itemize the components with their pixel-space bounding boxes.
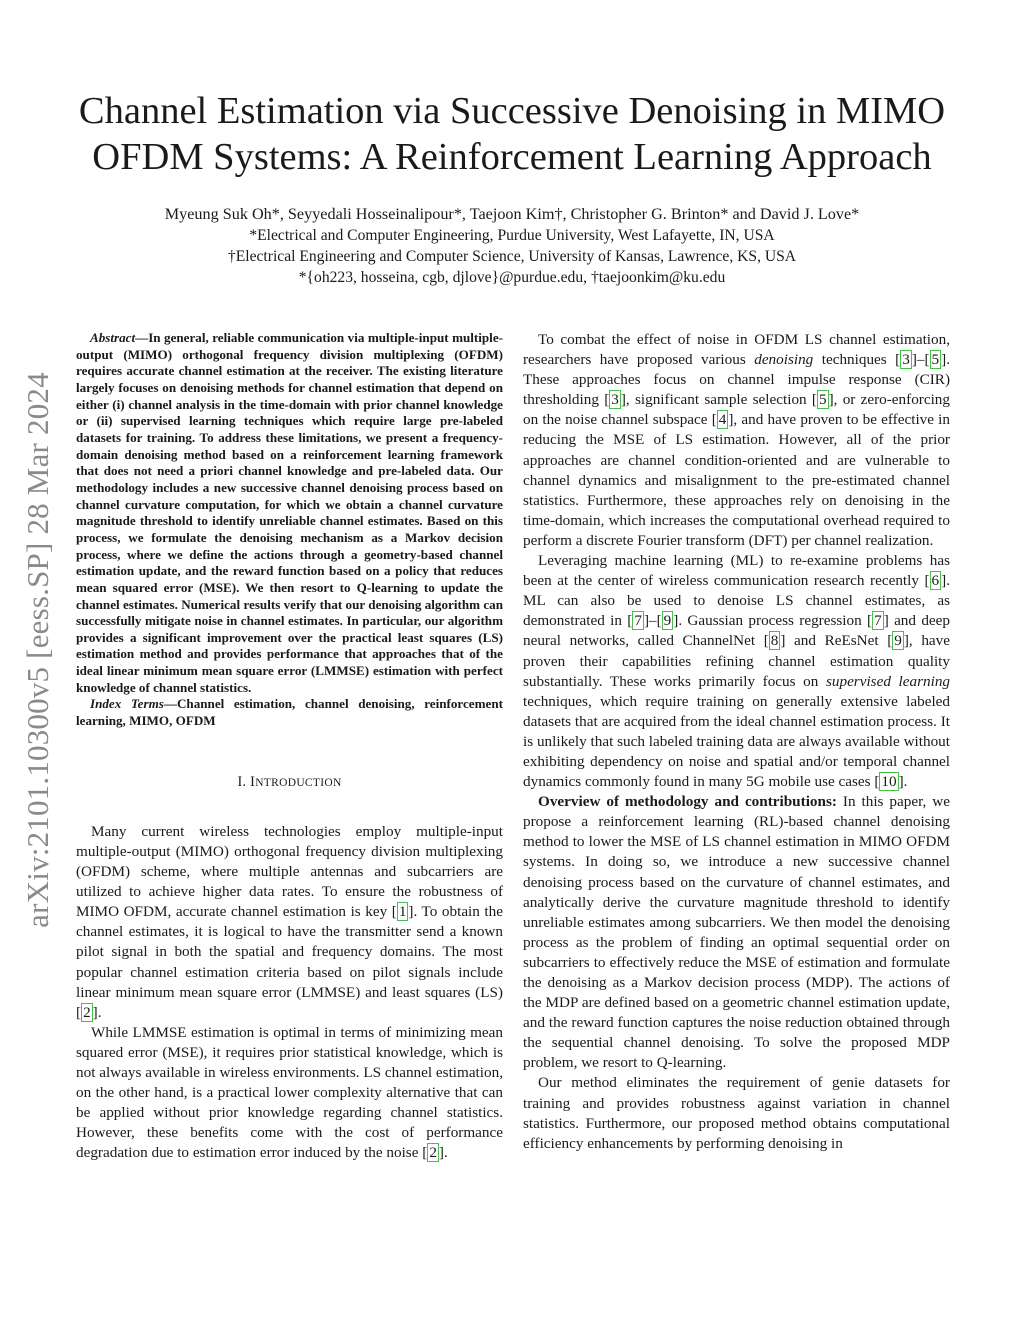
contributions-paragraph — [523, 792, 950, 1073]
citation-number[interactable]: 9 — [894, 632, 902, 650]
author-block — [60, 203, 964, 288]
emphasis-denoising: denoising — [754, 351, 814, 369]
citation-link[interactable]: [ 10 ] — [874, 773, 904, 791]
text-run: . ML can also be used to denoise LS channel estimates, as demonstrated in — [523, 572, 950, 630]
contributions-lead: Overview of methodology and contributions: — [538, 793, 837, 811]
text-run: Our method eliminates the requirement of genie datasets for training and provides robustness against variation in channel statistics. Furthermore, our proposed method obtains computational efficiency enhancements by performing denoising in — [523, 1074, 950, 1152]
abstract-text: —In general, reliable communication via multiple-input multiple-output (MIMO) orthogonal frequency division multiplexing (OFDM) requires accurate channel estimation at the receiver. The existing literature largely focuses on denoising methods for channel estimation that depend on either (i) channel analysis in the time-domain with prior channel knowledge or (ii) supervised learning techniques which require large pre-labeled datasets for training. To address these limitations, we present a frequency-domain denoising method based on a reinforcement learning framework that does not need a priori channel knowledge and pre-labeled data. Our methodology includes a new successive channel denoising process based on channel curvature computation, for which we obtain a channel curvature magnitude threshold to identify unreliable channel estimates. Based on this process, we formulate the denoising mechanism as a Markov decision process, where we define the actions through a geometry-based channel estimation update, and the reward function based on a policy that reduces mean squared error (MSE). We then resort to Q-learning to update the channel estimates. Numerical results verify that our denoising algorithm can successfully mitigate noise in channel estimates. In particular, our algorithm provides a significant improvement over the practical least squares (LS) estimation method and provides performance that approaches that of the ideal linear minimum mean square error (LMMSE) estimation with perfect knowledge of channel statistics. — [76, 330, 503, 695]
text-run: Leveraging machine learning (ML) to re-examine problems has been at the center of wireless communication research recently — [523, 552, 950, 590]
citation-number[interactable]: 6 — [931, 572, 940, 590]
text-run: While LMMSE estimation is optimal in terms of minimizing mean squared error (MSE), it requires prior statistical knowledge, which is not always available in wireless environments. LS channel estimation, on the other hand, is a practical lower complexity alternative that can be applied without prior knowledge regarding channel statistics. However, these benefits come with the cost of performance degradation due to estimation error induced by the noise — [76, 1023, 503, 1162]
citation-link[interactable]: [ 7 ] — [867, 612, 889, 630]
left-column — [76, 330, 503, 1163]
text-run: , have proven their capabilities refining channel estimation quality substantially. These works primarily focus on — [523, 632, 951, 690]
text-run: To combat the effect of noise in OFDM LS channel estimation, researchers have proposed various — [523, 331, 950, 369]
citation-link[interactable]: [ 6 ] — [924, 572, 947, 590]
author-list: Myeung Suk Oh*, Seyyedali Hosseinalipour*, Taejoon Kim†, Christopher G. Brinton* and David J. Love* — [164, 205, 860, 223]
text-run: , significant sample selection — [625, 391, 812, 409]
section-heading-introduction — [76, 772, 503, 793]
citation-link[interactable]: [ 4 ] — [711, 411, 734, 429]
text-run: . — [903, 773, 908, 791]
citation-number[interactable]: 2 — [429, 1144, 437, 1162]
citation-link[interactable]: [ 1 ] — [391, 903, 414, 921]
text-run: . Gaussian process regression — [678, 612, 868, 630]
citation-number[interactable]: 8 — [770, 632, 779, 650]
text-run: , or zero-enforcing on the noise channel subspace — [523, 391, 950, 429]
affiliation-purdue: *Electrical and Computer Engineering, Purdue University, West Lafayette, IN, USA — [249, 227, 775, 244]
text-run: techniques — [813, 351, 896, 369]
index-terms-label: Index Terms — [90, 696, 164, 712]
paper-title-line-2: OFDM Systems: A Reinforcement Learning Approach — [92, 136, 932, 178]
intro-paragraph-2 — [76, 1023, 503, 1164]
abstract — [76, 330, 503, 696]
index-terms-text: —Channel estimation, channel denoising, reinforcement learning, MIMO, OFDM — [76, 696, 503, 729]
citation-number[interactable]: 4 — [718, 411, 727, 429]
text-run: , and have proven to be effective in reducing the MSE of LS estimation. However, all of the prior approaches are channel condition-oriented and are vulnerable to channel dynamics and misalignment to the pre-estimated channel statistics. Furthermore, these approaches rely on denoising in the time-domain, which increases the computational overhead required to perform a discrete Fourier transform (DFT) per channel realization. — [523, 411, 950, 549]
citation-number[interactable]: 9 — [663, 612, 672, 630]
intro-paragraph-3 — [523, 330, 950, 551]
text-run: . — [443, 1144, 448, 1162]
text-run: . — [97, 1003, 102, 1021]
citation-link[interactable]: [ 3 ] — [895, 351, 917, 369]
section-initial: I — [250, 773, 256, 790]
citation-link[interactable]: [ 2 ] — [76, 1003, 98, 1021]
arxiv-identifier-stamp — [14, 345, 62, 955]
text-run: and ReEsNet — [785, 632, 888, 650]
arxiv-identifier-text: arXiv:2101.10300v5 [eess.SP] 28 Mar 2024 — [20, 372, 55, 928]
section-number: I. — [237, 773, 247, 790]
citation-link[interactable]: [ 8 ] — [763, 632, 786, 650]
citation-number[interactable]: 1 — [398, 903, 407, 921]
text-run: . To obtain the channel estimates, it is logical to have the transmitter send a known pilot signal in both the spatial and frequency domains. The most popular channel estimation criteria based on pilot signals include linear minimum mean square error (LMMSE) and least squares (LS) — [76, 903, 503, 1001]
citation-number[interactable]: 10 — [881, 773, 897, 791]
intro-paragraph-4 — [523, 551, 950, 792]
citation-link[interactable]: [ 7 ] — [627, 612, 649, 630]
index-terms — [76, 696, 503, 729]
citation-number[interactable]: 7 — [634, 612, 642, 630]
citation-link[interactable]: [ 5 ] — [924, 351, 947, 369]
emphasis-supervised-learning: supervised learning — [825, 672, 951, 690]
text-run: In this paper, we propose a reinforcement learning (RL)-based channel denoising method to lower the MSE of LS channel estimation in MIMO OFDM systems. In doing so, we introduce a new successive channel denoising process based on the curvature of channel estimates, and analytically derive the curvature magnitude threshold to identify unreliable estimates among subcarriers. We then model the denoising process as the problem of finding an optimal sequential order on subcarriers to effectively reduce the MSE of estimation and formulate the denoising as a Markov decision process (MDP). The actions of the MDP are defined based on a geometric channel estimation update, and the reward function captures the noise reduction obtained through the sequential channel denoising. To solve the proposed MDP problem, we resort to Q-learning. — [523, 793, 950, 1072]
citation-link[interactable]: [ 5 ] — [811, 391, 834, 409]
text-run: . These approaches focus on channel impulse response (CIR) thresholding — [523, 351, 950, 409]
author-emails: *{oh223, hosseina, cgb, djlove}@purdue.edu, †taejoonkim@ku.edu — [298, 268, 726, 286]
affiliation-kansas: †Electrical Engineering and Computer Science, University of Kansas, Lawrence, KS, USA — [227, 247, 797, 265]
text-run: – — [649, 612, 657, 630]
citation-number[interactable]: 5 — [818, 391, 827, 409]
citation-link[interactable]: [ 3 ] — [604, 391, 626, 409]
citation-number[interactable]: 3 — [611, 391, 619, 409]
citation-number[interactable]: 2 — [83, 1003, 91, 1021]
citation-link[interactable]: [ 9 ] — [656, 612, 679, 630]
paper-title-line-1: Channel Estimation via Successive Denoising in MIMO — [78, 90, 946, 132]
text-run: techniques, which require training on generally extensive labeled datasets that are acquired from the ideal channel estimation process. It is unlikely that such labeled training data are always available without exhibiting dependency on noise and spatial and/or temporal channel dynamics commonly found in many 5G mobile use cases — [523, 692, 950, 791]
citation-link[interactable]: [ 2 ] — [422, 1144, 444, 1162]
abstract-label: Abstract — [90, 330, 136, 345]
section-title-rest: NTRODUCTION — [255, 776, 342, 789]
text-run: – — [916, 351, 925, 369]
text-run: Many current wireless technologies employ multiple-input multiple-output (MIMO) orthogonal frequency division multiplexing (OFDM) scheme, where multiple antennas and subcarriers are utilized to achieve higher data rates. To ensure the robustness of MIMO OFDM, accurate channel estimation is key — [76, 822, 503, 921]
intro-paragraph-1 — [76, 822, 503, 1023]
text-run: and deep neural networks, called ChannelNet — [523, 612, 950, 650]
paper-title — [60, 88, 964, 180]
citation-number[interactable]: 5 — [931, 351, 940, 369]
citation-link[interactable]: [ 9 ] — [887, 632, 909, 650]
citation-number[interactable]: 3 — [902, 351, 910, 369]
right-column — [523, 330, 950, 1154]
intro-paragraph-6 — [523, 1073, 950, 1153]
citation-number[interactable]: 7 — [874, 612, 882, 630]
